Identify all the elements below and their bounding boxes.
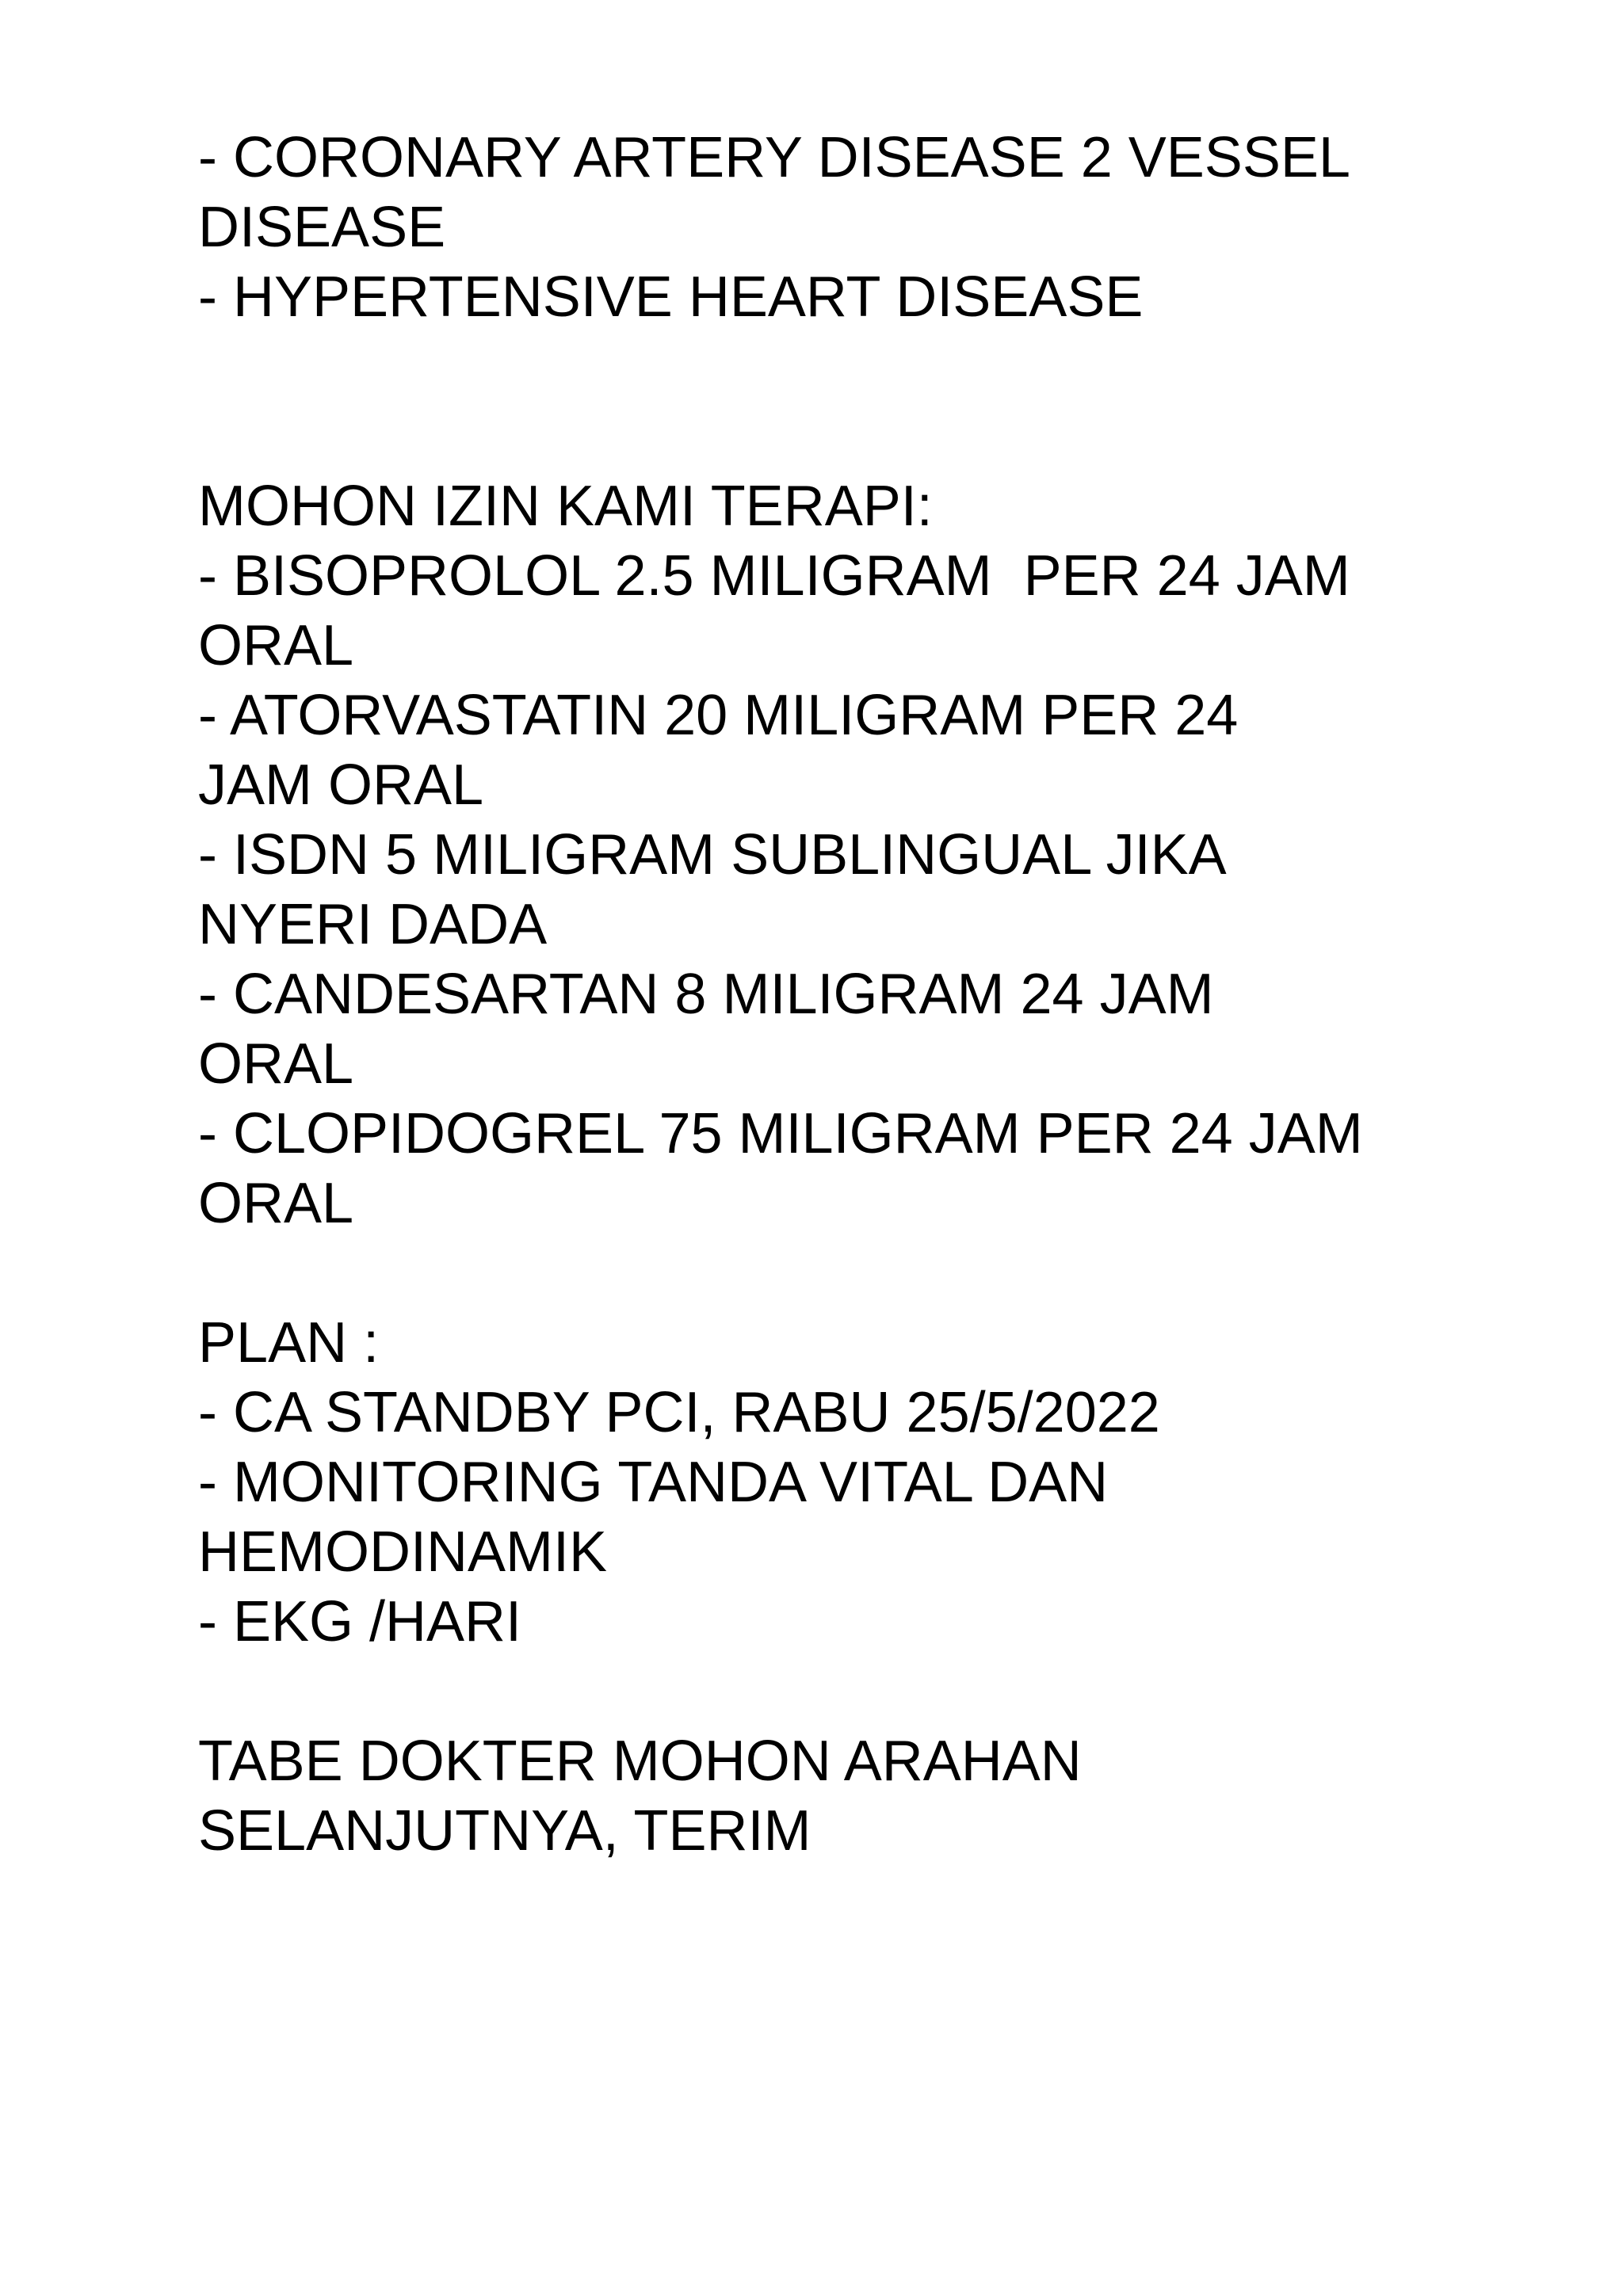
therapy-line: - ATORVASTATIN 20 MILIGRAM PER 24 bbox=[198, 684, 1239, 747]
plan-line: - MONITORING TANDA VITAL DAN bbox=[198, 1451, 1109, 1514]
therapy-line: - BISOPROLOL 2.5 MILIGRAM PER 24 JAM bbox=[198, 544, 1350, 608]
closing-section bbox=[198, 1726, 1545, 1866]
diagnosis-line: - HYPERTENSIVE HEART DISEASE bbox=[198, 265, 1144, 329]
therapy-line: ORAL bbox=[198, 614, 354, 677]
plan-line: - EKG /HARI bbox=[198, 1590, 522, 1653]
diagnosis-line: DISEASE bbox=[198, 196, 446, 259]
document-body bbox=[198, 123, 1545, 1866]
closing-line: TABE DOKTER MOHON ARAHAN bbox=[198, 1730, 1082, 1793]
plan-section bbox=[198, 1308, 1545, 1657]
plan-line: - CA STANDBY PCI, RABU 25/5/2022 bbox=[198, 1381, 1160, 1444]
plan-line: HEMODINAMIK bbox=[198, 1520, 608, 1584]
therapy-line: - CANDESARTAN 8 MILIGRAM 24 JAM bbox=[198, 963, 1214, 1026]
therapy-section bbox=[198, 471, 1545, 1238]
therapy-heading: MOHON IZIN KAMI TERAPI: bbox=[198, 475, 933, 538]
diagnosis-section bbox=[198, 123, 1545, 332]
diagnosis-line: - CORONARY ARTERY DISEASE 2 VESSEL bbox=[198, 126, 1350, 189]
therapy-line: JAM ORAL bbox=[198, 753, 484, 817]
section-spacer bbox=[198, 1238, 1545, 1308]
therapy-line: NYERI DADA bbox=[198, 893, 548, 956]
section-spacer bbox=[198, 1657, 1545, 1726]
section-spacer bbox=[198, 332, 1545, 471]
therapy-line: - ISDN 5 MILIGRAM SUBLINGUAL JIKA bbox=[198, 823, 1227, 887]
therapy-line: ORAL bbox=[198, 1172, 354, 1235]
closing-line: SELANJUTNYA, TERIM bbox=[198, 1799, 812, 1863]
plan-heading: PLAN : bbox=[198, 1311, 380, 1375]
therapy-line: - CLOPIDOGREL 75 MILIGRAM PER 24 JAM bbox=[198, 1102, 1363, 1165]
therapy-line: ORAL bbox=[198, 1032, 354, 1096]
